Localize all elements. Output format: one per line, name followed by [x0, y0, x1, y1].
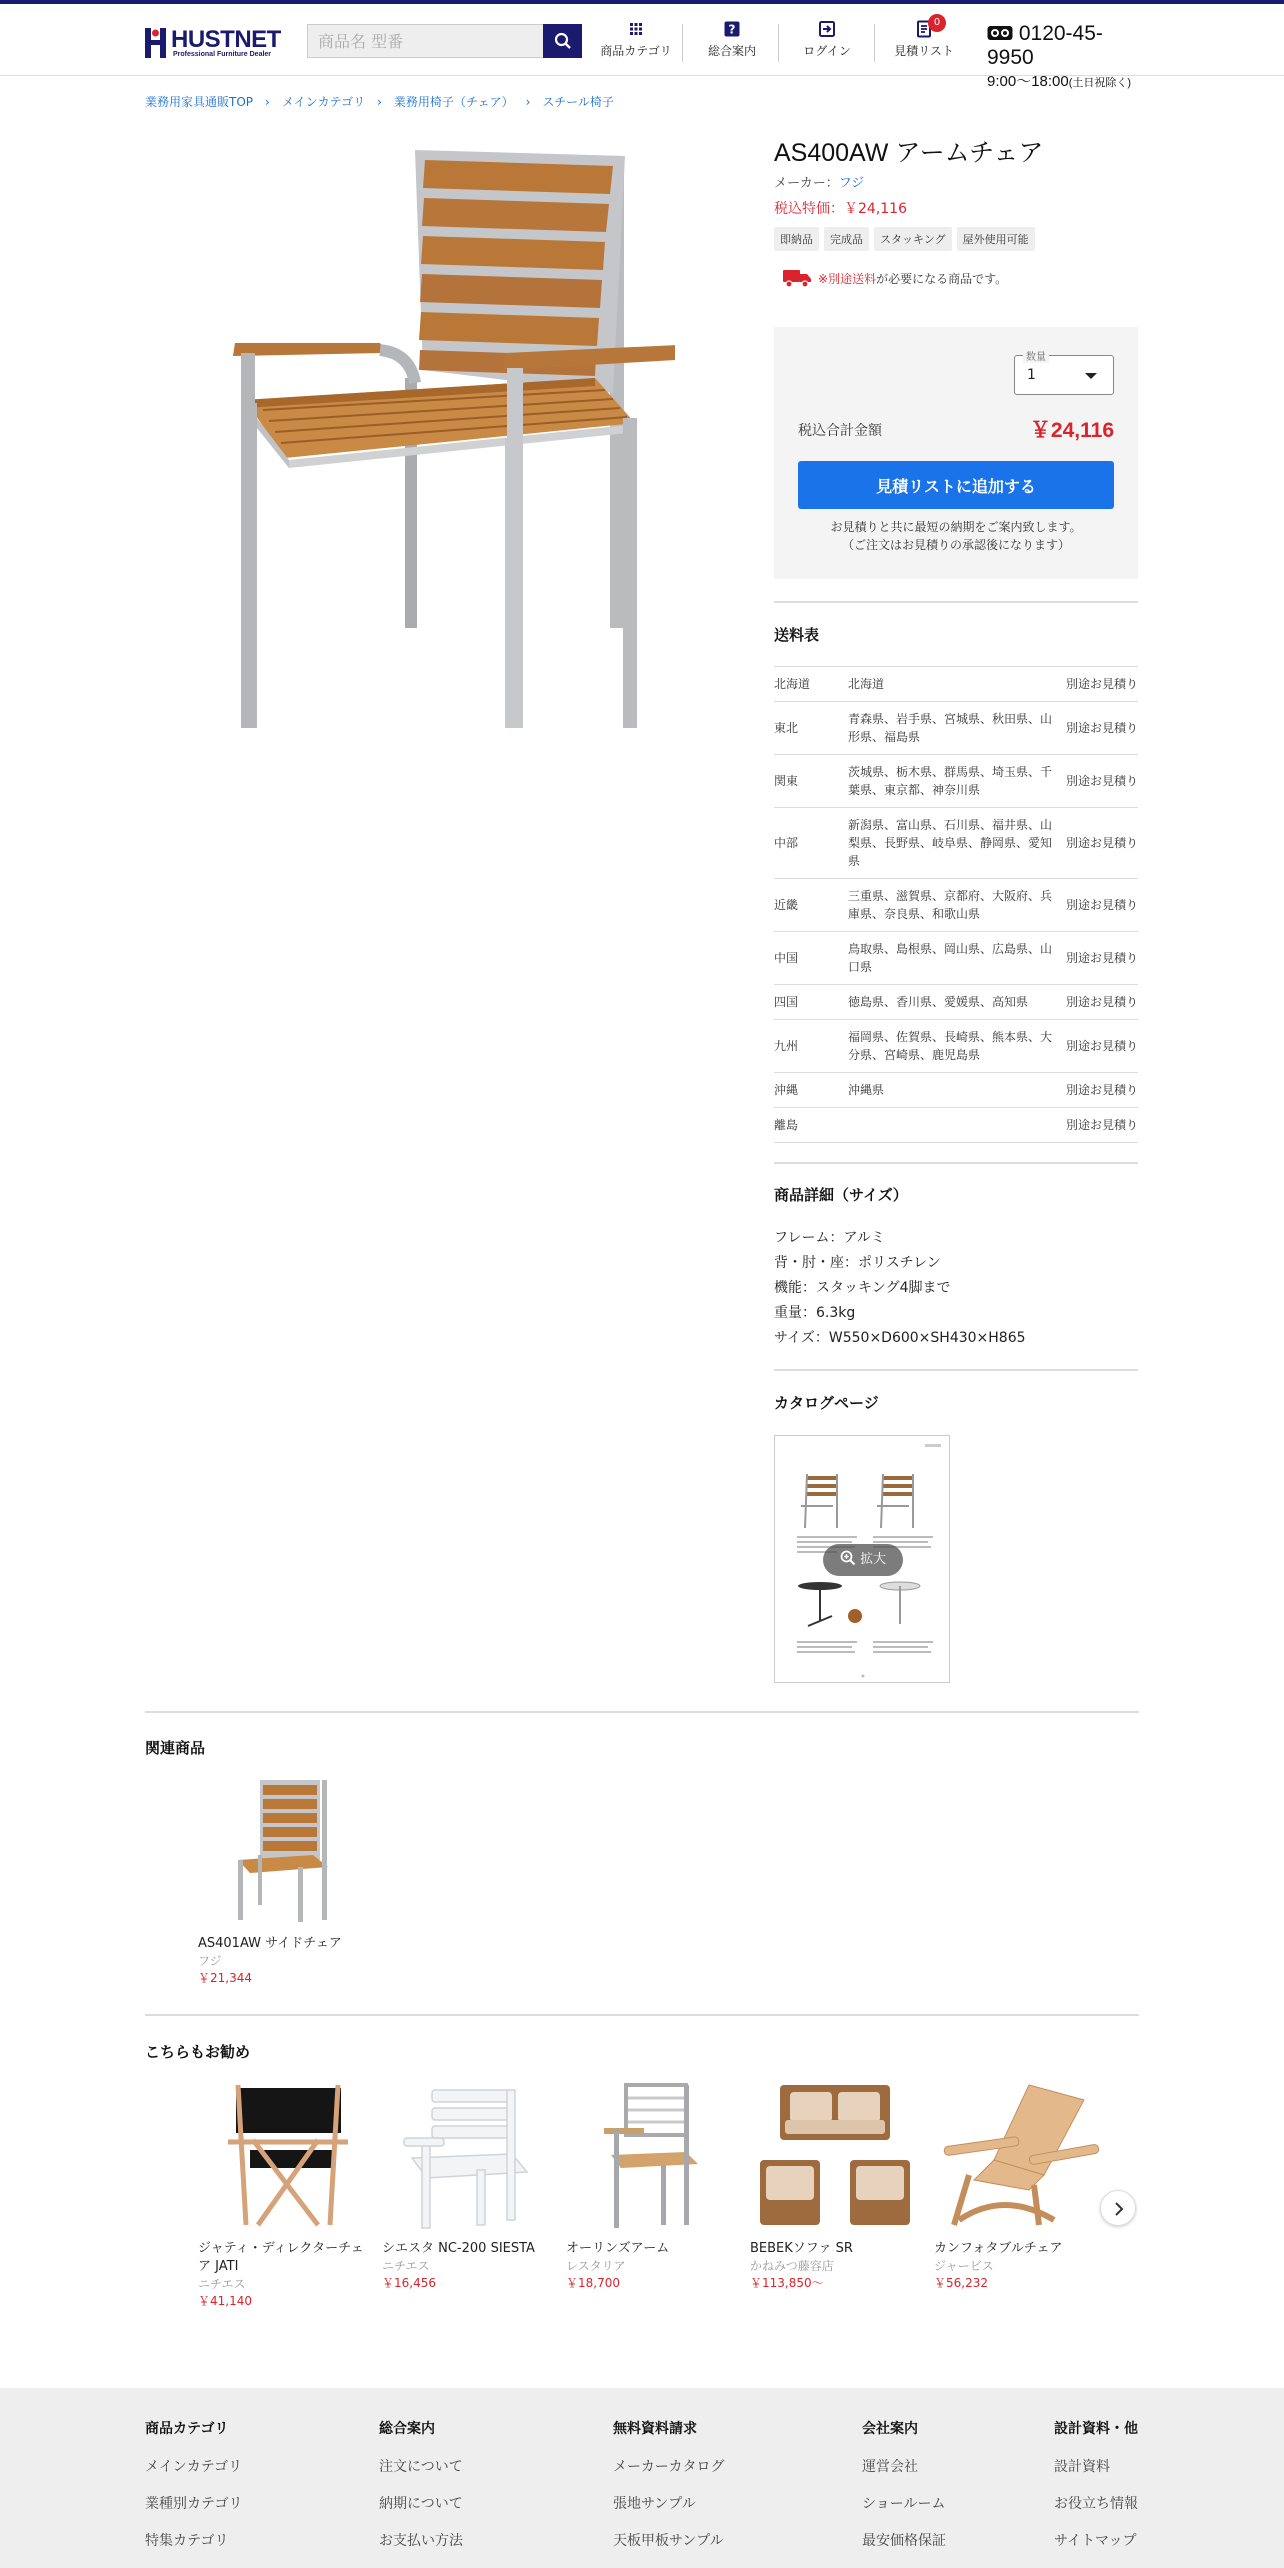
- breadcrumb-item[interactable]: メインカテゴリ: [281, 95, 366, 109]
- shipping-region: 離島: [774, 1108, 848, 1143]
- recommend-product-maker: レスタリア: [566, 2259, 626, 2273]
- business-hours-time: 9:00〜18:00: [987, 73, 1069, 90]
- shipping-row: [774, 1073, 1138, 1108]
- recommend-product-card[interactable]: [750, 2080, 925, 2292]
- spec-line: サイズ：W550×D600×SH430×H865: [774, 1330, 1026, 1346]
- purchase-panel: [774, 327, 1138, 579]
- breadcrumb-item[interactable]: 業務用椅子（チェア）: [393, 95, 514, 109]
- price-label: 税込特価：: [774, 201, 844, 217]
- grid-icon: [627, 20, 645, 38]
- maker-label: メーカー：: [774, 176, 839, 191]
- shipping-row: [774, 1020, 1138, 1073]
- recommend-product-card[interactable]: [382, 2080, 557, 2292]
- shipping-note: [774, 268, 1138, 288]
- chevron-right-icon: [1101, 2191, 1137, 2227]
- shipping-region: 近畿: [774, 879, 848, 932]
- footer-heading: 会社案内: [862, 2421, 918, 2437]
- nav-divider: [682, 24, 683, 62]
- shipping-prefectures: 茨城県、栃木県、群馬県、埼玉県、千葉県、東京都、神奈川県: [848, 755, 1058, 808]
- login-icon: [818, 20, 836, 38]
- carousel-next-button[interactable]: [1100, 2190, 1136, 2226]
- shipping-cost: 別途お見積り: [1058, 702, 1138, 755]
- shipping-prefectures: 徳島県、香川県、愛媛県、高知県: [848, 985, 1058, 1020]
- shipping-prefectures: 青森県、岩手県、宮城県、秋田県、山形県、福島県: [848, 702, 1058, 755]
- recommend-product-card[interactable]: [198, 2080, 373, 2310]
- nav-login-label: ログイン: [803, 44, 851, 58]
- footer-link[interactable]: 設計資料: [1054, 2459, 1110, 2475]
- footer-heading: 無料資料請求: [613, 2421, 697, 2437]
- purchase-note-line1: お見積りと共に最短の納期をご案内致します。: [830, 520, 1082, 534]
- product-tag: 即納品: [774, 227, 819, 251]
- phone-number: 0120-45-9950: [987, 22, 1103, 69]
- section-divider: [774, 1162, 1138, 1164]
- shipping-row: [774, 667, 1138, 702]
- footer-link[interactable]: 納期について: [379, 2496, 463, 2512]
- search-icon: [554, 32, 572, 50]
- shipping-prefectures: 北海道: [848, 667, 1058, 702]
- spec-line: 背・肘・座：ポリスチレン: [774, 1255, 941, 1271]
- shipping-cost: 別途お見積り: [1058, 667, 1138, 702]
- free-dial-icon: [987, 25, 1013, 41]
- shipping-region: 東北: [774, 702, 848, 755]
- svg-text:?: ?: [728, 22, 736, 37]
- maker-link[interactable]: フジ: [838, 176, 865, 191]
- footer-link[interactable]: サイトマップ: [1054, 2533, 1137, 2549]
- product-price: [774, 198, 1138, 218]
- product-thumbnail: [198, 2080, 373, 2230]
- footer-column: [862, 2418, 946, 2567]
- recommend-product-maker: ニチエス: [198, 2277, 246, 2291]
- shipping-cost: 別途お見積り: [1058, 1108, 1138, 1143]
- recommend-product-price: ￥41,140: [198, 2294, 252, 2308]
- section-divider: [774, 601, 1138, 603]
- shipping-region: 中国: [774, 932, 848, 985]
- logo-wordmark: HUSTNET: [171, 26, 281, 53]
- footer-link[interactable]: 最安価格保証: [862, 2533, 946, 2549]
- catalog-page-thumbnail[interactable]: [774, 1435, 950, 1683]
- shipping-region: 北海道: [774, 667, 848, 702]
- recommend-product-name: カンフォタブルチェア: [934, 2241, 1063, 2256]
- recommend-product-name: ジャティ・ディレクターチェア JATI: [198, 2241, 364, 2274]
- quote-count-badge: 0: [928, 14, 946, 32]
- nav-category-label: 商品カテゴリ: [600, 44, 672, 58]
- shipping-row: [774, 1108, 1138, 1143]
- recommend-product-price: ￥18,700: [566, 2276, 620, 2290]
- shipping-note-link[interactable]: 別途送料: [828, 272, 877, 286]
- shipping-row: [774, 879, 1138, 932]
- shipping-row: [774, 702, 1138, 755]
- section-divider: [145, 1711, 1139, 1713]
- breadcrumb-separator-icon: ›: [525, 95, 531, 109]
- nav-quote-list[interactable]: [884, 17, 964, 64]
- search-input[interactable]: [307, 24, 543, 58]
- shipping-region: 四国: [774, 985, 848, 1020]
- nav-login[interactable]: [790, 20, 864, 64]
- related-product-card[interactable]: [198, 1775, 373, 1987]
- product-thumbnail: [382, 2080, 557, 2230]
- total-label: 税込合計金額: [798, 423, 882, 439]
- product-maker: [774, 172, 1138, 191]
- product-tag: 完成品: [824, 227, 869, 251]
- site-footer: [0, 2388, 1284, 2568]
- nav-guide-label: 総合案内: [707, 44, 756, 58]
- add-to-quote-button[interactable]: 見積リストに追加する: [798, 461, 1114, 509]
- logo-mark-icon: [145, 28, 169, 58]
- product-thumbnail: [750, 2080, 925, 2230]
- details-title: 商品詳細（サイズ）: [774, 1186, 908, 1204]
- shipping-cost: 別途お見積り: [1058, 985, 1138, 1020]
- product-title: AS400AW アームチェア: [774, 139, 1044, 167]
- logo-tagline: Professional Furniture Dealer: [173, 51, 272, 58]
- zoom-button[interactable]: [823, 1544, 903, 1576]
- recommend-product-card[interactable]: [566, 2080, 741, 2292]
- recommend-product-maker: かねみつ藤容店: [750, 2259, 834, 2273]
- nav-divider: [874, 24, 875, 62]
- spec-line: 重量：6.3kg: [774, 1305, 856, 1321]
- shipping-prefectures: 鳥取県、島根県、岡山県、広島県、山口県: [848, 932, 1058, 985]
- catalog-title: カタログページ: [774, 1394, 879, 1412]
- total-value: ￥24,116: [1029, 419, 1114, 442]
- business-hours-note: (土日祝除く): [1068, 77, 1132, 89]
- recommend-title: こちらもお勧め: [145, 2043, 251, 2061]
- dropdown-arrow-icon: [1085, 373, 1097, 379]
- shipping-prefectures: 三重県、滋賀県、京都府、大阪府、兵庫県、奈良県、和歌山県: [848, 879, 1058, 932]
- nav-guide[interactable]: [694, 20, 770, 64]
- shipping-prefectures: 新潟県、富山県、石川県、福井県、山梨県、長野県、岐阜県、静岡県、愛知県: [848, 808, 1058, 879]
- shipping-cost: 別途お見積り: [1058, 1073, 1138, 1108]
- breadcrumb-item[interactable]: スチール椅子: [542, 95, 614, 109]
- recommend-product-price: ￥113,850〜: [750, 2276, 824, 2290]
- quote-icon-wrap: [884, 17, 964, 38]
- related-product-price: ￥21,344: [198, 1971, 252, 1985]
- product-image[interactable]: [205, 138, 675, 728]
- phone-number-row: [987, 22, 1147, 70]
- shipping-note-text: が必要になる商品です。: [876, 272, 1008, 286]
- search-button[interactable]: [543, 24, 582, 58]
- nav-category[interactable]: [596, 20, 676, 64]
- quantity-select[interactable]: [1014, 352, 1114, 395]
- footer-link[interactable]: メインカテゴリ: [145, 2459, 243, 2475]
- nav-quote-list-label: 見積リスト: [894, 44, 954, 58]
- footer-heading: 商品カテゴリ: [145, 2421, 229, 2437]
- shipping-prefectures: 沖縄県: [848, 1073, 1058, 1108]
- footer-heading: 設計資料・他: [1054, 2421, 1138, 2437]
- shipping-cost: 別途お見積り: [1058, 932, 1138, 985]
- recommend-product-card[interactable]: [934, 2080, 1109, 2292]
- product-tag: 屋外使用可能: [957, 227, 1035, 251]
- breadcrumb: [145, 93, 614, 110]
- shipping-region: 九州: [774, 1020, 848, 1073]
- shipping-cost: 別途お見積り: [1058, 808, 1138, 879]
- shipping-region: 中部: [774, 808, 848, 879]
- footer-link[interactable]: 張地サンプル: [613, 2496, 696, 2512]
- shipping-row: [774, 808, 1138, 879]
- section-divider: [774, 1369, 1138, 1371]
- product-thumbnail: [566, 2080, 741, 2230]
- shipping-cost: 別途お見積り: [1058, 879, 1138, 932]
- shipping-region: 沖縄: [774, 1073, 848, 1108]
- footer-column: [379, 2418, 463, 2567]
- search-bar: [307, 24, 582, 58]
- recommend-product-name: BEBEKソファ SR: [750, 2241, 853, 2256]
- site-header: [0, 4, 1284, 90]
- quantity-label: 数量: [1023, 348, 1049, 363]
- spec-line: フレーム：アルミ: [774, 1230, 885, 1246]
- spec-line: 機能：スタッキング4脚まで: [774, 1280, 951, 1296]
- zoom-in-icon: [840, 1550, 856, 1566]
- recommend-product-name: オーリンズアーム: [566, 2241, 670, 2256]
- product-thumbnail: [934, 2080, 1109, 2230]
- shipping-row: [774, 932, 1138, 985]
- product-tags: [774, 227, 1138, 251]
- footer-link[interactable]: ショールーム: [862, 2496, 946, 2512]
- footer-link[interactable]: 注文について: [379, 2459, 463, 2475]
- phone-contact[interactable]: [987, 22, 1147, 91]
- nav-divider: [778, 24, 779, 62]
- footer-link[interactable]: お支払い方法: [379, 2533, 463, 2549]
- truck-icon: [782, 268, 812, 288]
- site-logo[interactable]: [145, 26, 280, 62]
- shipping-cost: 別途お見積り: [1058, 755, 1138, 808]
- footer-link[interactable]: 運営会社: [862, 2459, 918, 2475]
- help-icon: [723, 20, 741, 38]
- purchase-note-line2: （ご注文はお見積りの承認後になります）: [841, 538, 1070, 552]
- shipping-prefectures: [848, 1108, 1058, 1143]
- related-title: 関連商品: [145, 1739, 206, 1757]
- footer-link[interactable]: お役立ち情報: [1054, 2496, 1138, 2512]
- price-value: ￥24,116: [844, 201, 907, 217]
- footer-link[interactable]: メーカーカタログ: [613, 2459, 725, 2475]
- recommend-product-price: ￥56,232: [934, 2276, 988, 2290]
- shipping-region: 関東: [774, 755, 848, 808]
- section-divider: [145, 2014, 1139, 2016]
- recommend-product-maker: ニチエス: [382, 2259, 430, 2273]
- shipping-prefectures: 福岡県、佐賀県、長崎県、熊本県、大分県、宮崎県、鹿児島県: [848, 1020, 1058, 1073]
- quantity-value: 1: [1027, 367, 1036, 383]
- footer-link[interactable]: 特集カテゴリ: [145, 2533, 229, 2549]
- breadcrumb-separator-icon: ›: [265, 95, 270, 109]
- shipping-table: [774, 666, 1138, 1143]
- footer-heading: 総合案内: [379, 2421, 435, 2437]
- footer-column: [613, 2418, 724, 2567]
- product-thumbnail: [198, 1775, 373, 1925]
- shipping-cost: 別途お見積り: [1058, 1020, 1138, 1073]
- shipping-note-prefix: ※: [818, 272, 829, 286]
- footer-column: [145, 2418, 242, 2567]
- related-product-maker: フジ: [198, 1954, 222, 1968]
- footer-link[interactable]: 業種別カテゴリ: [145, 2496, 243, 2512]
- recommend-product-name: シエスタ NC-200 SIESTA: [382, 2241, 535, 2256]
- zoom-label: 拡大: [860, 1552, 887, 1567]
- shipping-row: [774, 985, 1138, 1020]
- breadcrumb-separator-icon: ›: [377, 95, 382, 109]
- footer-column: [1054, 2418, 1138, 2567]
- related-product-name: AS401AW サイドチェア: [198, 1936, 342, 1951]
- shipping-table-title: 送料表: [774, 626, 820, 644]
- business-hours: [987, 70, 1147, 91]
- shipping-row: [774, 755, 1138, 808]
- product-tag: スタッキング: [874, 227, 952, 251]
- footer-link[interactable]: 天板甲板サンプル: [613, 2533, 724, 2549]
- recommend-product-maker: ジャービス: [934, 2259, 994, 2273]
- breadcrumb-item[interactable]: 業務用家具通販TOP: [145, 95, 254, 109]
- recommend-product-price: ￥16,456: [382, 2276, 436, 2290]
